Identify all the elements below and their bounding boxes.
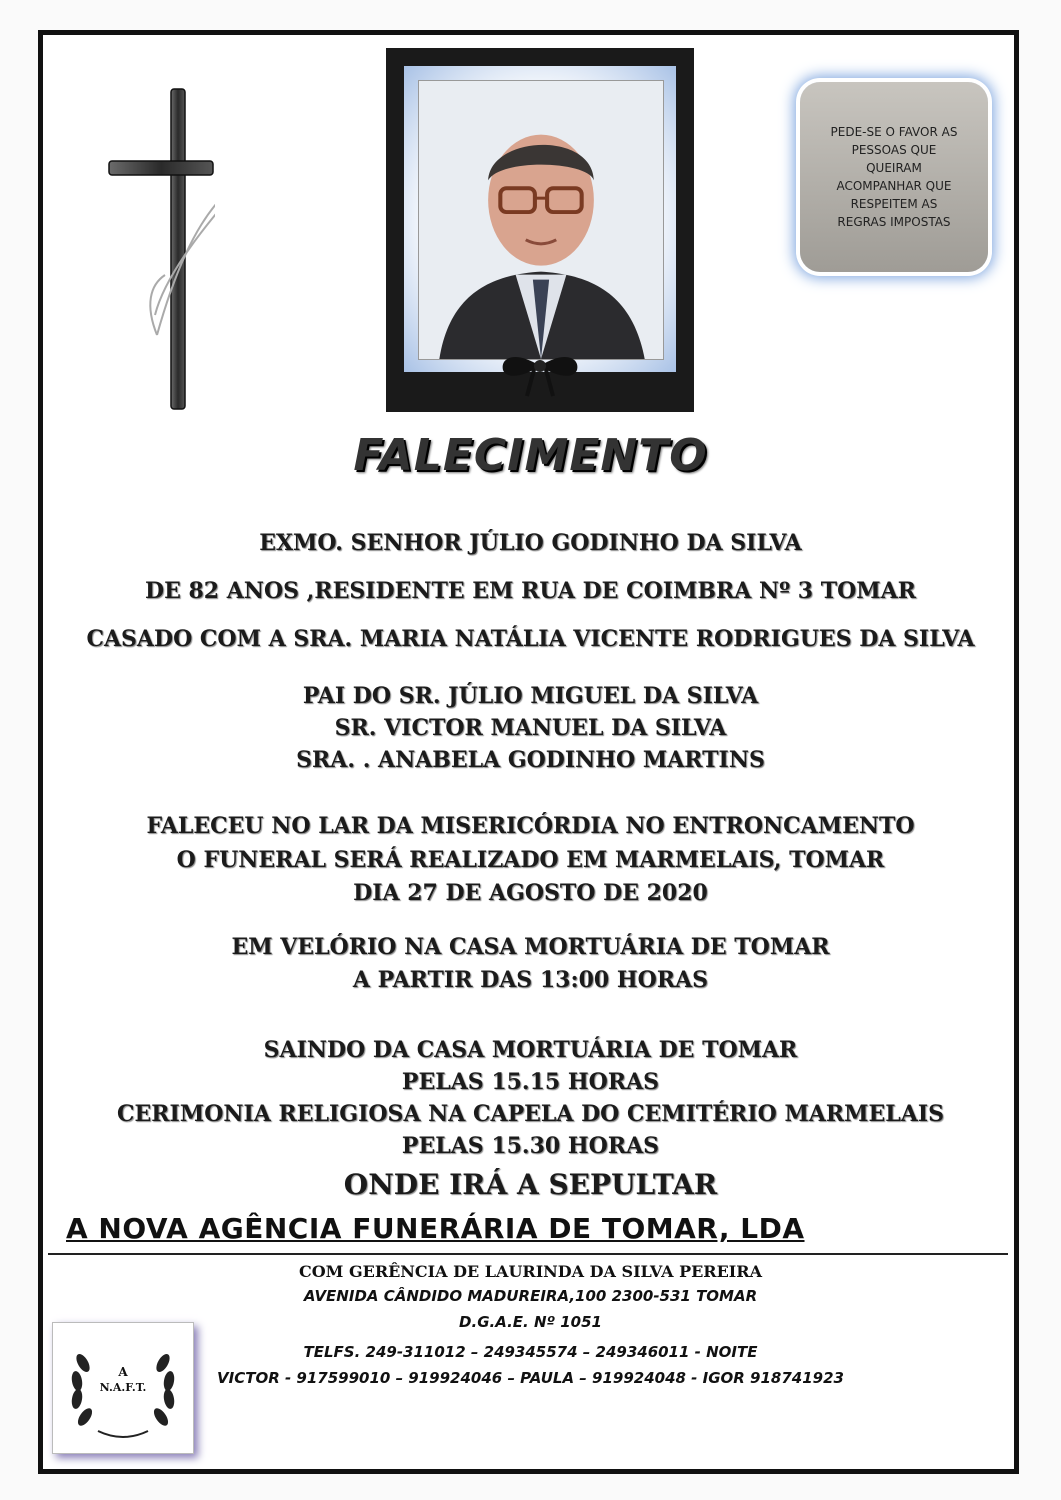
portrait-frame bbox=[386, 48, 694, 412]
child-1: PAI DO SR. JÚLIO MIGUEL DA SILVA bbox=[302, 683, 759, 709]
place-of-death: FALECEU NO LAR DA MISERICÓRDIA NO ENTRONCAMENTO bbox=[146, 813, 915, 839]
spouse: CASADO COM A SRA. MARIA NATÁLIA VICENTE RODRIGUES DA SILVA bbox=[86, 626, 975, 652]
ceremony-time: PELAS 15.30 HORAS bbox=[401, 1133, 660, 1159]
funeral-date: DIA 27 DE AGOSTO DE 2020 bbox=[353, 880, 708, 906]
black-ribbon-icon bbox=[495, 348, 585, 398]
notice-line: QUEIRAM bbox=[866, 161, 922, 175]
page-title: FALECIMENTO bbox=[353, 430, 708, 481]
child-3: SRA. . ANABELA GODINHO MARTINS bbox=[296, 747, 765, 773]
address: AVENIDA CÂNDIDO MADUREIRA,100 2300-531 TOMAR bbox=[303, 1287, 758, 1305]
wake-location: EM VELÓRIO NA CASA MORTUÁRIA DE TOMAR bbox=[231, 934, 830, 960]
ceremony: CERIMONIA RELIGIOSA NA CAPELA DO CEMITÉRIO MARMELAIS bbox=[117, 1101, 944, 1127]
divider bbox=[48, 1253, 1008, 1255]
deceased-name: EXMO. SENHOR JÚLIO GODINHO DA SILVA bbox=[259, 530, 802, 556]
notice-line: REGRAS IMPOSTAS bbox=[837, 215, 951, 229]
agency-name: A NOVA AGÊNCIA FUNERÁRIA DE TOMAR, LDA bbox=[66, 1212, 805, 1245]
mobiles: VICTOR - 917599010 – 919924046 – PAULA – 919924048 - IGOR 918741923 bbox=[217, 1369, 844, 1387]
departure-time: PELAS 15.15 HORAS bbox=[401, 1069, 660, 1095]
notice-line: PEDE-SE O FAVOR AS bbox=[830, 125, 958, 139]
child-2: SR. VICTOR MANUEL DA SILVA bbox=[334, 715, 727, 741]
funeral-location: O FUNERAL SERÁ REALIZADO EM MARMELAIS, TOMAR bbox=[176, 847, 885, 873]
notice-box bbox=[800, 82, 988, 272]
naft-logo bbox=[52, 1322, 194, 1454]
logo-abbrev: N.A.F.T. bbox=[99, 1381, 147, 1394]
departure: SAINDO DA CASA MORTUÁRIA DE TOMAR bbox=[263, 1037, 798, 1063]
burial: ONDE IRÁ A SEPULTAR bbox=[343, 1168, 718, 1201]
notice-line: RESPEITEM AS bbox=[850, 197, 938, 211]
portrait-photo bbox=[418, 80, 664, 360]
logo-letter: A bbox=[118, 1365, 128, 1379]
cross-icon bbox=[105, 85, 215, 415]
notice-line: PESSOAS QUE bbox=[851, 143, 937, 157]
age-residence: DE 82 ANOS ,RESIDENTE EM RUA DE COIMBRA Nº 3 TOMAR bbox=[144, 578, 917, 604]
phones: TELFS. 249-311012 – 249345574 – 249346011 - NOITE bbox=[303, 1343, 758, 1361]
wake-time: A PARTIR DAS 13:00 HORAS bbox=[352, 967, 709, 993]
management: COM GERÊNCIA DE LAURINDA DA SILVA PEREIRA bbox=[299, 1262, 762, 1281]
notice-line: ACOMPANHAR QUE bbox=[836, 179, 952, 193]
dgae: D.G.A.E. Nº 1051 bbox=[459, 1313, 602, 1331]
